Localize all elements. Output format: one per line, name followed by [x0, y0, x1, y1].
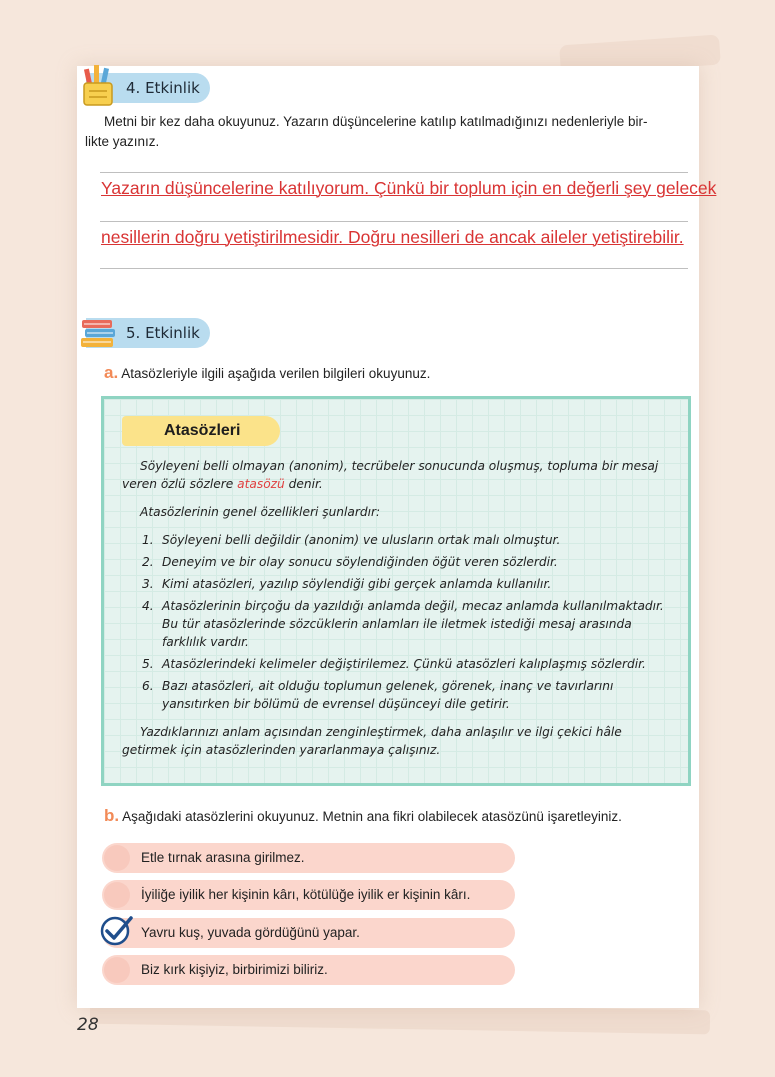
writing-line — [100, 172, 688, 173]
feature-number: 4. — [142, 599, 154, 613]
part-b-letter: b. — [104, 806, 120, 825]
features-intro: Atasözlerinin genel özellikleri şunlardır: — [140, 505, 381, 519]
answer-line-1: Yazarın düşüncelerine katılıyorum. Çünkü bir toplum için en değerli şey gelecek — [101, 178, 717, 198]
atasozleri-info-box — [101, 396, 691, 786]
option-1[interactable] — [102, 843, 515, 873]
feature-item — [142, 531, 678, 549]
option-text: Etle tırnak arasına girilmez. — [141, 850, 305, 865]
info-heading: Atasözleri — [122, 416, 280, 446]
closing-paragraph: Yazdıklarınızı anlam açısından zenginleştirmek, daha anlaşılır ve ilgi çekici hâle getirmek için atasözlerinden yararlanmaya çalışınız. — [122, 725, 622, 757]
feature-item — [142, 597, 678, 651]
option-2[interactable] — [102, 880, 515, 910]
part-b-instruction — [104, 806, 622, 827]
feature-text: Atasözlerindeki kelimeler değiştirilemez. Çünkü atasözleri kalıplaşmış sözlerdir. — [162, 657, 646, 671]
activity-4-instruction — [85, 112, 690, 152]
writing-line — [100, 221, 688, 222]
feature-item — [142, 553, 678, 571]
writing-line — [100, 268, 688, 269]
checkmark-icon — [100, 915, 134, 947]
instruction-line: likte yazınız. — [85, 134, 160, 149]
pencil-cup-icon — [80, 65, 120, 107]
option-text: İyiliğe iyilik her kişinin kârı, kötülüğe iyilik er kişinin kârı. — [141, 887, 471, 902]
definition-end: denir. — [284, 477, 323, 491]
option-text: Biz kırk kişiyiz, birbirimizi biliriz. — [141, 962, 328, 977]
option-checkbox[interactable] — [104, 957, 130, 983]
part-a-letter: a. — [104, 363, 119, 382]
books-icon — [80, 316, 120, 352]
feature-number: 2. — [142, 555, 154, 569]
activity-4-title: 4. Etkinlik — [126, 79, 200, 97]
part-b-text: Aşağıdaki atasözlerini okuyunuz. Metnin ana fikri olabilecek atasözünü işaretleyiniz. — [122, 809, 622, 824]
feature-text: Bazı atasözleri, ait olduğu toplumun gelenek, görenek, inanç ve tavırlarını yansıtırken bir bölümü de evrensel düşünceyi dile getirir. — [162, 679, 614, 711]
feature-item — [142, 655, 678, 673]
activity-5-banner — [86, 318, 210, 348]
feature-item — [142, 677, 678, 713]
definition-paragraph — [122, 457, 672, 493]
feature-number: 5. — [142, 657, 154, 671]
feature-text: Atasözlerinin birçoğu da yazıldığı anlamda değil, mecaz anlamda kullanılmaktadır. Bu tür atasözlerinde sözcüklerin anlamları ile iletmek istediği mesaj arasında farklılık vardır. — [162, 599, 664, 649]
feature-text: Kimi atasözleri, yazılıp söylendiği gibi gerçek anlamda kullanılır. — [162, 577, 552, 591]
feature-text: Söyleyeni belli değildir (anonim) ve ulusların ortak malı olmuştur. — [162, 533, 561, 547]
activity-5-title: 5. Etkinlik — [126, 324, 200, 342]
definition-text: Söyleyeni belli olmayan (anonim), tecrübeler sonucunda oluşmuş, topluma bir mesaj veren özlü sözlere — [122, 459, 659, 491]
feature-item — [142, 575, 678, 593]
feature-text: Deneyim ve bir olay sonucu söylendiğinden öğüt veren sözlerdir. — [162, 555, 558, 569]
feature-number: 3. — [142, 577, 154, 591]
instruction-line: Metni bir kez daha okuyunuz. Yazarın düşüncelerine katılıp katılmadığınızı nedenleriyle bir- — [104, 114, 648, 129]
feature-number: 6. — [142, 679, 154, 693]
option-checkbox[interactable] — [104, 845, 130, 871]
activity-4-banner — [86, 73, 210, 103]
part-a-instruction — [104, 363, 430, 384]
definition-term: atasözü — [237, 477, 285, 491]
option-3[interactable] — [102, 918, 515, 948]
feature-number: 1. — [142, 533, 154, 547]
features-list — [142, 531, 678, 717]
part-a-text: Atasözleriyle ilgili aşağıda verilen bilgileri okuyunuz. — [121, 366, 431, 381]
option-text: Yavru kuş, yuvada gördüğünü yapar. — [141, 925, 360, 940]
answer-line-2: nesillerin doğru yetiştirilmesidir. Doğru nesilleri de ancak aileler yetiştirebilir. — [101, 227, 684, 247]
page-number: 28 — [77, 1015, 99, 1035]
option-checkbox[interactable] — [104, 882, 130, 908]
option-4[interactable] — [102, 955, 515, 985]
